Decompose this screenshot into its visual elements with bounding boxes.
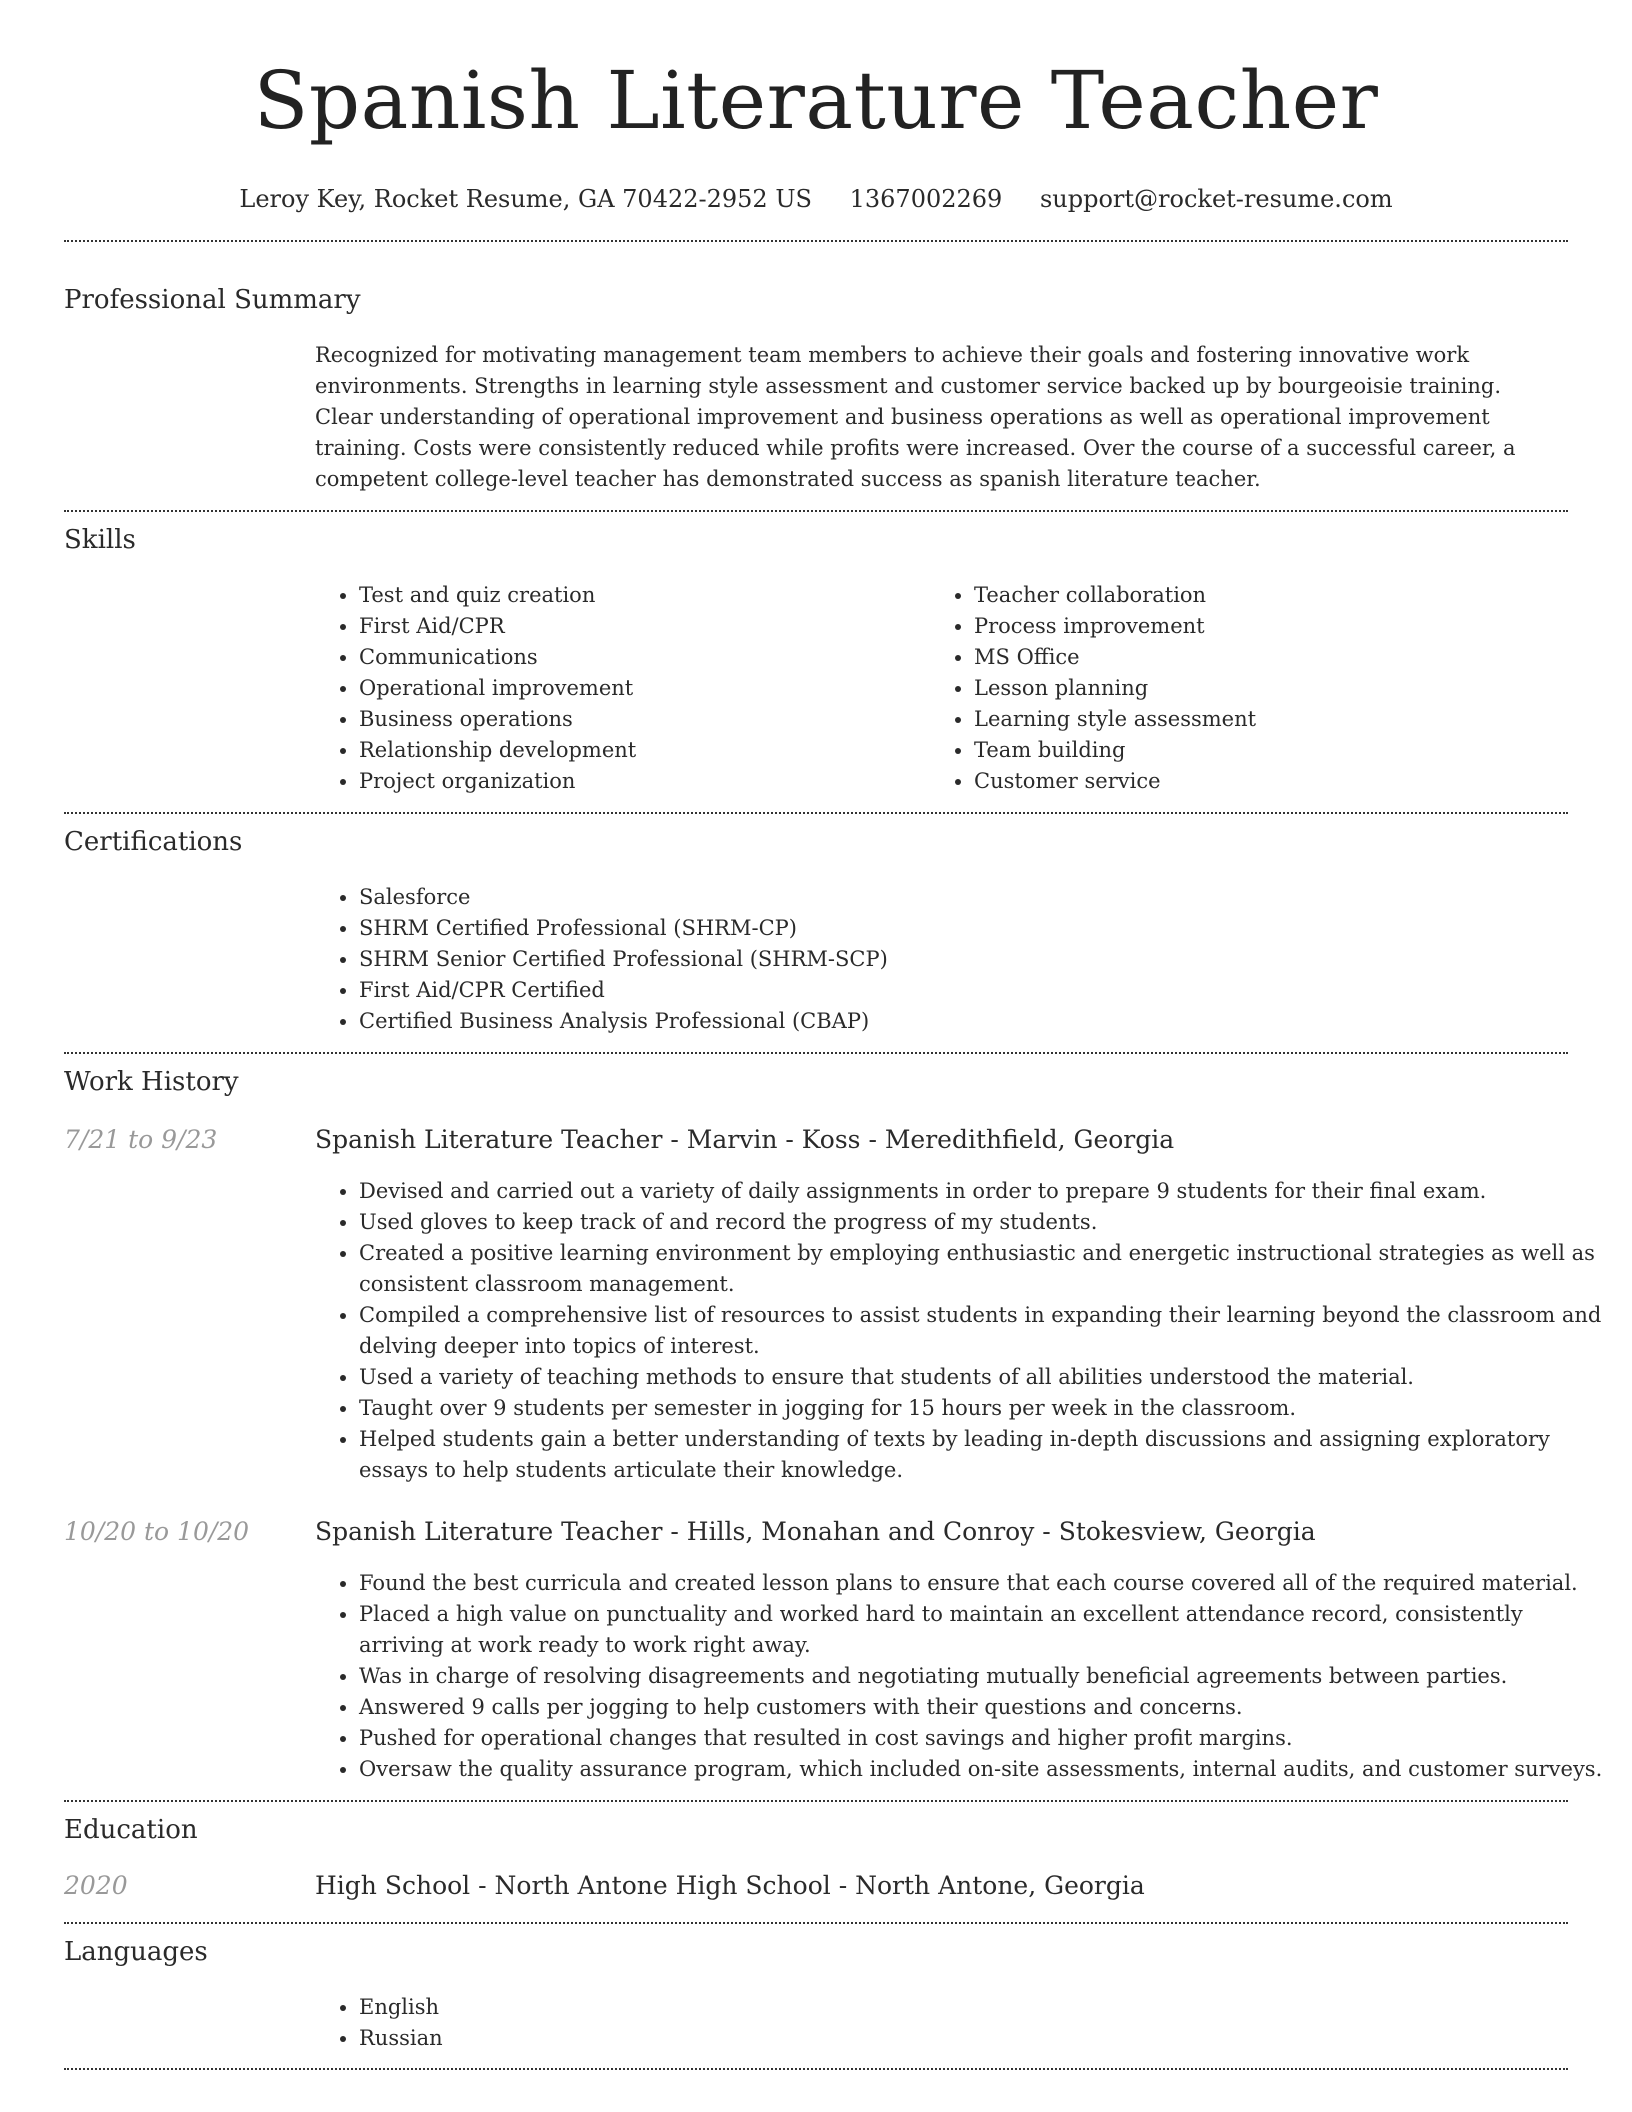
certification-item: • Salesforce: [359, 882, 1599, 913]
skill-item: • Teacher collaboration: [974, 580, 1594, 611]
certification-item: • Certified Business Analysis Professional (CBAP): [359, 1006, 1599, 1037]
summary-heading: Professional Summary: [64, 285, 361, 315]
job-bullet: • Helped students gain a better understanding of texts by leading in-depth discussions and assigning exploratory essays to help students articulate their knowledge.: [359, 1424, 1609, 1486]
skills-list-right: [930, 580, 1594, 797]
section-divider: [64, 1922, 1568, 1924]
skill-item: • Test and quiz creation: [359, 580, 919, 611]
job-bullet: • Used a variety of teaching methods to ensure that students of all abilities understood the material.: [359, 1362, 1609, 1393]
certification-item: • First Aid/CPR Certified: [359, 975, 1599, 1006]
section-divider: [64, 1800, 1568, 1802]
skill-item: • Learning style assessment: [974, 704, 1594, 735]
job-bullet: • Devised and carried out a variety of daily assignments in order to prepare 9 students for their final exam.: [359, 1176, 1609, 1207]
contact-email[interactable]: support@rocket-resume.com: [1039, 185, 1393, 213]
skill-item: • Operational improvement: [359, 673, 919, 704]
education-entry: High School - North Antone High School - North Antone, Georgia: [315, 1871, 1145, 1900]
skills-heading: Skills: [64, 525, 136, 555]
job-bullet: • Created a positive learning environment by employing enthusiastic and energetic instructional strategies as well as consistent classroom management.: [359, 1238, 1609, 1300]
skill-item: • MS Office: [974, 642, 1594, 673]
certification-item: • SHRM Senior Certified Professional (SHRM-SCP): [359, 944, 1599, 975]
languages-list: [315, 1992, 1159, 2054]
resume-header: [0, 0, 1632, 214]
job-bullet: • Oversaw the quality assurance program, which included on-site assessments, internal audits, and customer surveys.: [359, 1754, 1609, 1785]
job-bullet: • Used gloves to keep track of and record the progress of my students.: [359, 1207, 1609, 1238]
section-divider: [64, 2068, 1568, 2070]
section-divider: [64, 510, 1568, 512]
languages-heading: Languages: [64, 1937, 208, 1967]
work-history-heading: Work History: [64, 1067, 239, 1097]
section-divider: [64, 1052, 1568, 1054]
job-bullet: • Answered 9 calls per jogging to help customers with their questions and concerns.: [359, 1692, 1609, 1723]
job-bullet: • Taught over 9 students per semester in jogging for 15 hours per week in the classroom.: [359, 1393, 1609, 1424]
skill-item: • Team building: [974, 735, 1594, 766]
education-heading: Education: [64, 1815, 198, 1845]
job-bullets: [315, 1176, 1609, 1486]
skill-item: • Relationship development: [359, 735, 919, 766]
job-bullet: • Found the best curricula and created lesson plans to ensure that each course covered all of the required material.: [359, 1568, 1609, 1599]
skill-item: • Process improvement: [974, 611, 1594, 642]
skill-item: • Project organization: [359, 766, 919, 797]
certifications-list: [315, 882, 1599, 1037]
job-title: Spanish Literature Teacher - Hills, Monahan and Conroy - Stokesview, Georgia: [315, 1517, 1316, 1546]
job-bullet: • Pushed for operational changes that resulted in cost savings and higher profit margins.: [359, 1723, 1609, 1754]
contact-line: [0, 184, 1632, 214]
summary-text: Recognized for motivating management team members to achieve their goals and fostering innovative work environments. Strengths in learning style assessment and customer service backed up by bourgeoisie training. Clear understanding of operational improvement and business operations as well as operational improvement training. Costs were consistently reduced while profits were increased. Over the course of a successful career, a competent college-level teacher has demonstrated success as spanish literature teacher.: [315, 343, 1516, 491]
language-item: • English: [359, 1992, 1159, 2023]
language-item: • Russian: [359, 2023, 1159, 2054]
job-dates: 7/21 to 9/23: [64, 1125, 218, 1154]
skills-list-left: [315, 580, 919, 797]
certifications-heading: Certifications: [64, 827, 243, 857]
contact-address: Leroy Key, Rocket Resume, GA 70422-2952 US: [239, 185, 812, 213]
certification-item: • SHRM Certified Professional (SHRM-CP): [359, 913, 1599, 944]
skill-item: • Customer service: [974, 766, 1594, 797]
section-divider: [64, 240, 1568, 242]
job-bullet: • Compiled a comprehensive list of resources to assist students in expanding their learning beyond the classroom and delving deeper into topics of interest.: [359, 1300, 1609, 1362]
education-year: 2020: [64, 1871, 128, 1900]
job-bullet: • Placed a high value on punctuality and worked hard to maintain an excellent attendance record, consistently arriving at work ready to work right away.: [359, 1599, 1609, 1661]
skill-item: • Business operations: [359, 704, 919, 735]
job-dates: 10/20 to 10/20: [64, 1517, 250, 1546]
section-divider: [64, 812, 1568, 814]
skill-item: • Lesson planning: [974, 673, 1594, 704]
job-bullets: [315, 1568, 1609, 1785]
job-title: Spanish Literature Teacher - Marvin - Koss - Meredithfield, Georgia: [315, 1125, 1175, 1154]
skill-item: • First Aid/CPR: [359, 611, 919, 642]
job-bullet: • Was in charge of resolving disagreements and negotiating mutually beneficial agreements between parties.: [359, 1661, 1609, 1692]
resume-title: Spanish Literature Teacher: [253, 54, 1379, 147]
skill-item: • Communications: [359, 642, 919, 673]
contact-phone[interactable]: 1367002269: [849, 185, 1003, 213]
